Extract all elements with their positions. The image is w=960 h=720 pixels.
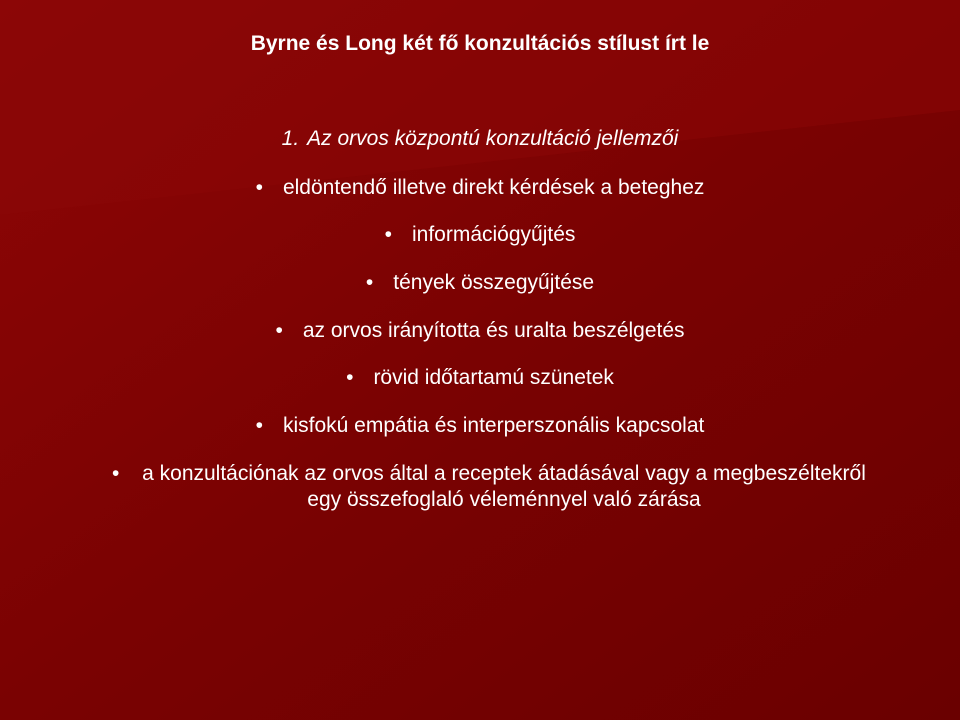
bullet-text: a konzultációnak az orvos által a receptek átadásával vagy a megbeszéltekről egy összefoglaló véleménnyel való zárása [142,462,866,511]
bullet-text: információgyűjtés [411,223,576,246]
bullet-dot: • [384,223,392,246]
bullet-item [0,413,960,439]
bullet-dot: • [255,414,263,437]
bullet-item [0,222,960,248]
bullet-item [0,318,960,344]
bullet-item [112,461,872,513]
bullet-item [0,270,960,296]
bullet-text: az orvos irányította és uralta beszélgetés [302,319,685,342]
numbered-heading [0,126,960,152]
slide-title: Byrne és Long két fő konzultációs stílust írt le [250,32,710,55]
numbered-heading-text: Az orvos központú konzultáció jellemzői [307,127,679,150]
bullet-text: rövid időtartamú szünetek [373,366,614,389]
list-number: 1. [281,127,300,150]
bullet-dot: • [255,176,263,199]
bullet-text: eldöntendő illetve direkt kérdések a beteghez [282,176,705,199]
bullet-item [0,365,960,391]
bullet-dot: • [275,319,283,342]
bullet-dot: • [112,462,120,485]
bullet-dot: • [346,366,354,389]
bullet-item [0,175,960,201]
bullet-text: tények összegyűjtése [393,271,595,294]
bullet-text: kisfokú empátia és interperszonális kapcsolat [282,414,705,437]
bullet-dot: • [365,271,374,294]
